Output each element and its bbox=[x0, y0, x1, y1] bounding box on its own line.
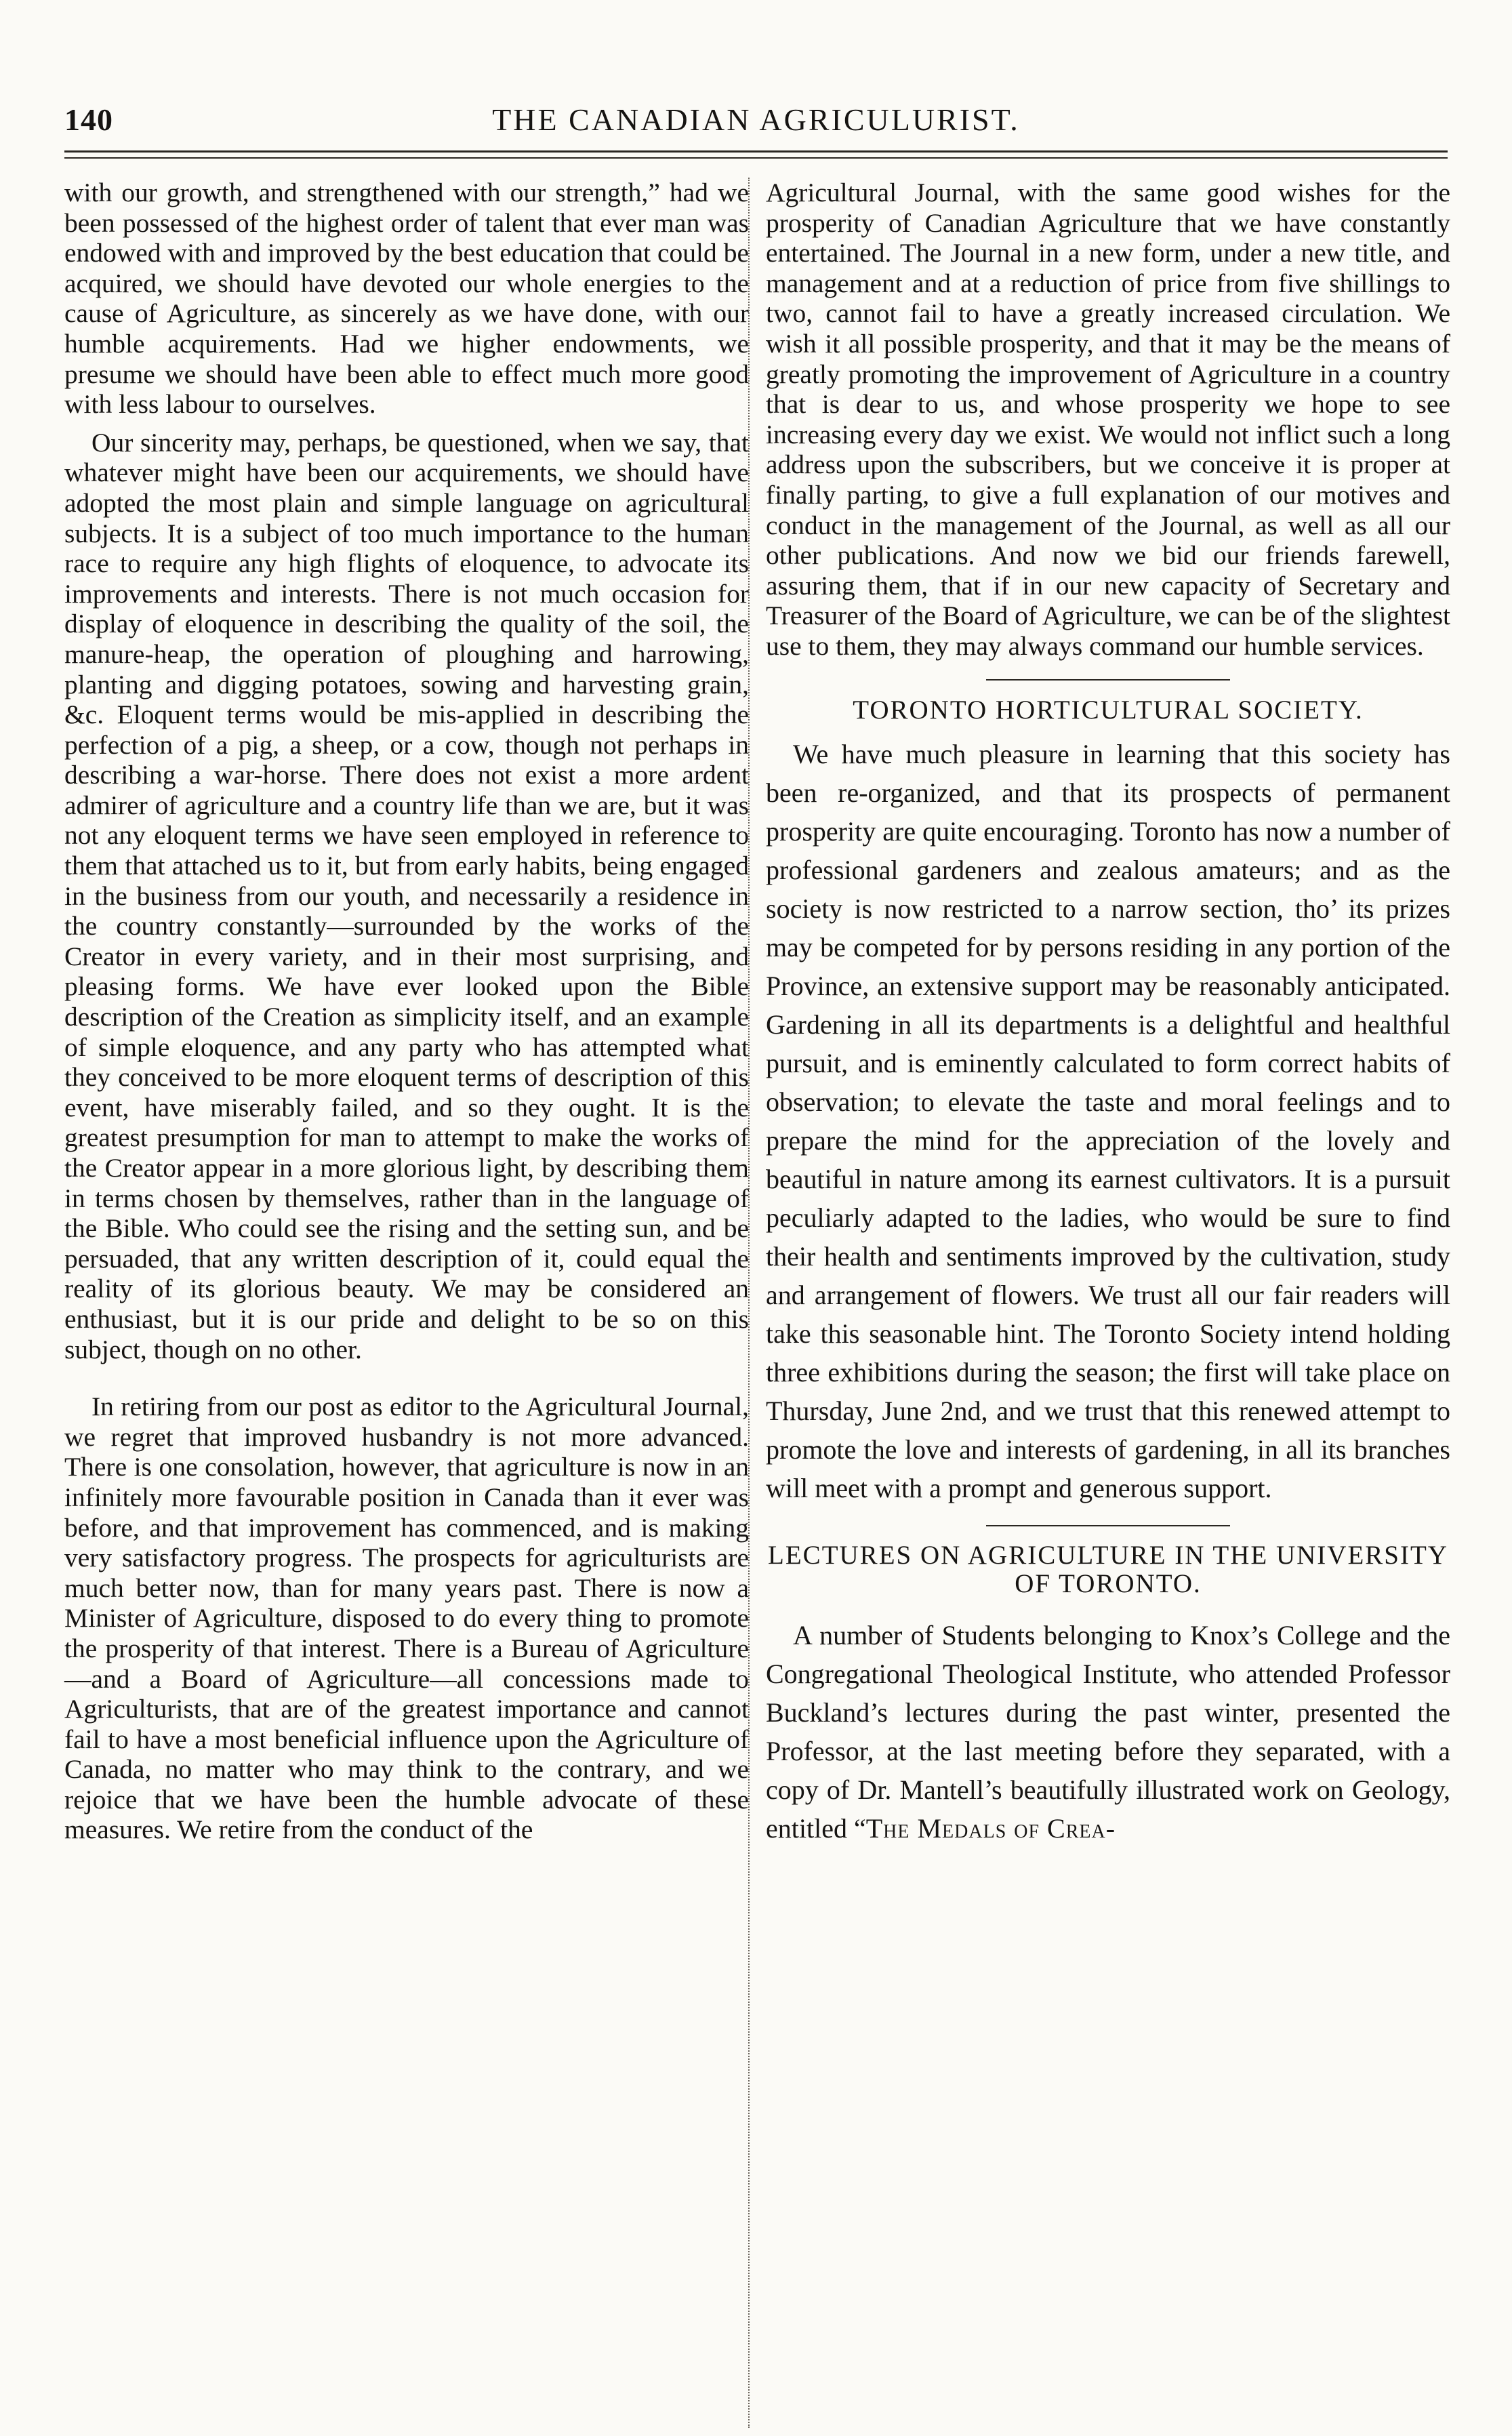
paragraph: with our growth, and strengthened with our strength,” had we been possessed of the highest order of talent that ever man was endowed with and improved by the best education that could be acquired, we should have devoted our whole energies to the cause of Agriculture, as sincerely as we have done, with our humble acquirements. Had we higher endowments, we presume we should have been able to effect much more good with less labour to ourselves. bbox=[64, 178, 749, 420]
page-number: 140 bbox=[64, 102, 113, 137]
section-heading: LECTURES ON AGRICULTURE IN THE UNIVERSITY OF TORONTO. bbox=[768, 1541, 1448, 1599]
paragraph: Agricultural Journal, with the same good wishes for the prosperity of Canadian Agriculture that we have constantly entertained. The Journal in a new form, under a new title, and management and at a reduction of price from five shillings to two, cannot fail to have a greatly increased circulation. We wish it all possible prosperity, and that it may be the means of greatly promoting the improvement of Agriculture in a country that is dear to us, and whose prosperity we hope to see increasing every day we exist. We would not inflict such a long address upon the subscribers, but we conceive it is proper at finally parting, to give a full explanation of our motives and conduct in the management of the Journal, as well as all our other publications. And now we bid our friends farewell, assuring them, that if in our new capacity of Secretary and Treasurer of the Board of Agriculture, we can be of the slightest use to them, they may always command our humble services. bbox=[766, 178, 1450, 661]
book-title: The Medals of Crea- bbox=[865, 1813, 1116, 1844]
section-divider bbox=[986, 1525, 1230, 1526]
header-rule-bottom bbox=[64, 157, 1448, 159]
paragraph: Our sincerity may, perhaps, be questioned, when we say, that whatever might have been our acquirements, we should have adopted the most plain and simple language on agricultural subjects. It is a subject of too much importance to the human race to require any high flights of eloquence, to advocate its improvements and interests. There is not much occasion for display of eloquence in describing the quality of the soil, the manure-heap, the operation of ploughing and harrowing, planting and digging potatoes, sowing and harvesting grain, &c. Eloquent terms would be mis-applied in describing the perfection of a pig, a sheep, or a cow, though not perhaps in describing a war-horse. There does not exist a more ardent admirer of agriculture and a country life than we are, but it was not any eloquent terms we have seen employed in reference to them that attached us to it, but from early habits, being engaged in the business from our youth, and necessarily a residence in the country constantly—surrounded by the works of the Creator in every variety, and in their most surprising, and pleasing forms. We have ever looked upon the Bible description of the Creation as simplicity itself, and an example of simple eloquence, and any party who has attempted what they conceived to be more eloquent terms of description of this event, have miserably failed, and so they ought. It is the greatest presumption for man to attempt to make the works of the Creator appear in a more glorious light, by describing them in terms chosen by themselves, rather than in the language of the Bible. Who could see the rising and the setting sun, and be persuaded, that any written description of it, could equal the reality of its glorious beauty. We may be considered an enthusiast, but it is our pride and delight to be so on this subject, though on no other. bbox=[64, 427, 749, 1364]
running-header bbox=[64, 102, 1448, 149]
running-title: THE CANADIAN AGRICULURIST. bbox=[492, 102, 1020, 137]
paragraph: In retiring from our post as editor to the Agricultural Journal, we regret that improved husbandry is not more advanced. There is one consolation, however, that agriculture is now in an infinitely more favourable position in Canada than it ever was before, and that improvement has commenced, and is making very satisfactory progress. The prospects for agriculturists are much better now, than for many years past. There is now a Minister of Agriculture, disposed to do every thing to promote the prosperity of that interest. There is a Bureau of Agriculture—and a Board of Agriculture—all concessions made to Agriculturists, that are of the greatest importance and cannot fail to have a most beneficial influence upon the Agriculture of Canada, no matter who may think to the contrary, and we rejoice that we have been the humble advocate of these measures. We retire from the conduct of the bbox=[64, 1392, 749, 1845]
header-rule-top bbox=[64, 150, 1448, 153]
left-column bbox=[64, 178, 749, 1845]
right-column bbox=[766, 178, 1450, 1848]
paragraph: We have much pleasure in learning that this society has been re-organized, and that its prospects of permanent prosperity are quite encouraging. Toronto has now a number of professional gardeners and zealous amateurs; and as the society is now restricted to a narrow section, tho’ its prizes may be competed for by persons residing in any portion of the Province, an extensive support may be reasonably anticipated. Gardening in all its departments is a delightful and healthful pursuit, and is eminently calculated to form correct habits of observation; to elevate the taste and moral feelings and to prepare the mind for the appreciation of the lovely and beautiful in nature among its earnest cultivators. It is a pursuit peculiarly adapted to the ladies, who would be sure to find their health and sentiments improved by the cultivation, study and arrangement of flowers. We trust all our fair readers will take this seasonable hint. The Toronto Society intend holding three exhibitions during the season; the first will take place on Thursday, June 2nd, and we trust that this renewed attempt to promote the love and interests of gardening, in all its branches will meet with a prompt and generous support. bbox=[766, 739, 1450, 1504]
paragraph-text: A number of Students belonging to Knox’s College and the Congregational Theological Institute, who attended Professor Buckland’s lectures during the past winter, presented the Professor, at the last meeting before they separated, with a copy of Dr. Mantell’s beautifully illustrated work on Geology, entitled “ bbox=[766, 1620, 1450, 1844]
paragraph bbox=[766, 1616, 1450, 1848]
section-heading: TORONTO HORTICULTURAL SOCIETY. bbox=[853, 695, 1364, 725]
column-divider bbox=[748, 178, 750, 2428]
section-divider bbox=[986, 679, 1230, 681]
